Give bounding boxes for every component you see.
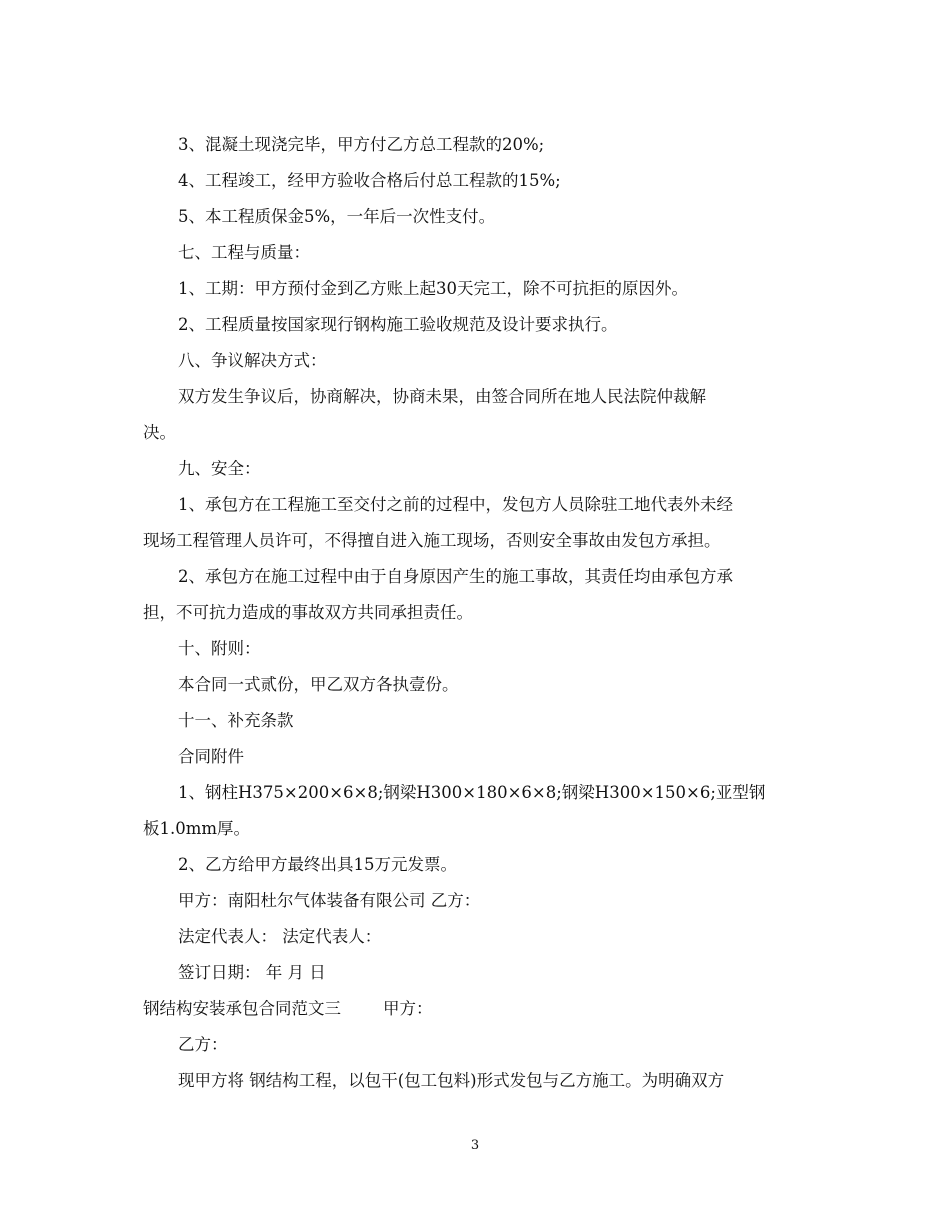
safety-clause-2-line-2: 担，不可抗力造成的事故双方共同承担责任。: [143, 603, 473, 622]
safety-clause-2-line-1: 2、承包方在施工过程中由于自身原因产生的施工事故，其责任均由承包方承: [178, 567, 733, 586]
payment-clause-4: 4、工程竣工，经甲方验收合格后付总工程款的15%;: [178, 171, 561, 190]
section-9-heading: 九、安全：: [178, 459, 261, 478]
page-number: 3: [470, 1138, 480, 1153]
section-7-heading: 七、工程与质量：: [178, 243, 310, 262]
attachment-item-2: 2、乙方给甲方最终出具15万元发票。: [178, 855, 457, 874]
party-a-label: 甲方：: [383, 999, 433, 1018]
attachment-heading: 合同附件: [178, 747, 244, 766]
section-8-heading: 八、争议解决方式：: [178, 351, 327, 370]
dispute-paragraph-line-2: 决。: [143, 423, 176, 442]
copies-clause: 本合同一式贰份，甲乙双方各执壹份。: [178, 675, 459, 694]
sample-three-title: 钢结构安装承包合同范文三: [143, 999, 341, 1018]
attachment-item-1-line-1: 1、钢柱H375×200×6×8;钢梁H300×180×6×8;钢梁H300×150×6;亚型钢: [178, 783, 766, 802]
quality-clause-2: 2、工程质量按国家现行钢构施工验收规范及设计要求执行。: [178, 315, 618, 334]
legal-representative-line: 法定代表人： 法定代表人：: [178, 927, 382, 946]
payment-clause-5: 5、本工程质保金5%，一年后一次性支付。: [178, 207, 496, 226]
section-11-heading: 十一、补充条款: [178, 711, 294, 730]
sample-three-title-line: [143, 998, 433, 1020]
party-signature-line: 甲方：南阳杜尔气体装备有限公司 乙方：: [178, 891, 481, 910]
intro-paragraph-line-1: 现甲方将 钢结构工程，以包干(包工包料)形式发包与乙方施工。为明确双方: [178, 1071, 725, 1090]
dispute-paragraph-line-1: 双方发生争议后，协商解决，协商未果，由签合同所在地人民法院仲裁解: [178, 387, 706, 406]
attachment-item-1-line-2: 板1.0mm厚。: [143, 819, 251, 838]
safety-clause-1-line-1: 1、承包方在工程施工至交付之前的过程中，发包方人员除驻工地代表外未经: [178, 495, 733, 514]
quality-clause-1: 1、工期：甲方预付金到乙方账上起30天完工，除不可抗拒的原因外。: [178, 279, 688, 298]
payment-clause-3: 3、混凝土现浇完毕，甲方付乙方总工程款的20%;: [178, 135, 545, 154]
safety-clause-1-line-2: 现场工程管理人员许可，不得擅自进入施工现场，否则安全事故由发包方承担。: [143, 531, 721, 550]
section-10-heading: 十、附则：: [178, 639, 261, 658]
signing-date-line: 签订日期： 年 月 日: [178, 963, 326, 982]
party-b-label: 乙方：: [178, 1035, 228, 1054]
